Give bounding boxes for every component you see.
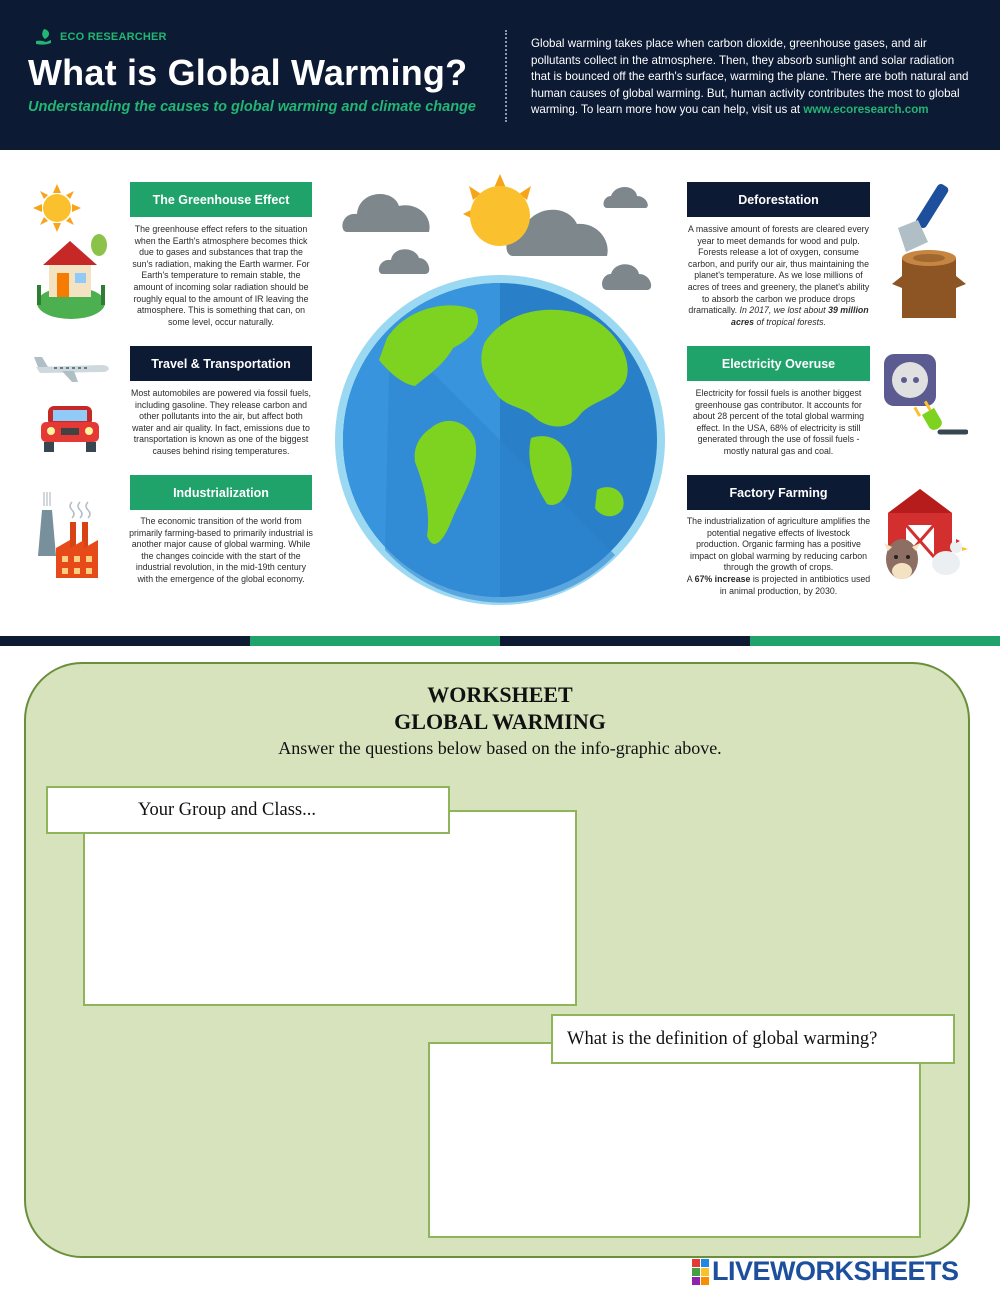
intro-text: Global warming takes place when carbon dioxide, greenhouse gases, and air pollutants collect in the atmosphere. Then, they absorb sunlight and solar radiation that is bounced off the earth's surface, warming the plane. There are both natural and human causes of global warming. But, human activity contributes the most to global warming. To learn more how you can help, visit us at: [531, 37, 969, 117]
cloud-icon: [342, 194, 429, 232]
farming-text: [684, 516, 873, 597]
power-plug-icon: [882, 350, 968, 440]
intro-paragraph: [531, 36, 976, 119]
deforestation-body: A massive amount of forests are cleared every year to meet demands for wood and pulp. Forests release a lot of oxygen, consume carbon, and purify our air, thus maintaining the planet's temperature. As we lose millions of acres of trees and greenery, the planet's ability to absorb the carbon we produce drops dramatically.: [687, 224, 870, 316]
definition-answer-box[interactable]: [428, 1042, 921, 1238]
worksheet-instruction: Answer the questions below based on the info-graphic above.: [278, 738, 722, 758]
cloud-icon: [379, 249, 429, 274]
intro-url-link[interactable]: www.ecoresearch.com: [803, 103, 929, 117]
worksheet-subtitle: GLOBAL WARMING: [394, 709, 606, 734]
deforestation-title: Deforestation: [687, 182, 870, 217]
factory-icon: [34, 490, 114, 580]
sun-icon: [32, 183, 82, 233]
farming-stat-lead: A: [686, 573, 693, 584]
cloud-icon: [604, 187, 648, 208]
deforestation-text: [686, 224, 871, 328]
airplane-icon: [32, 355, 112, 383]
definition-question-label: What is the definition of global warming?: [551, 1014, 955, 1064]
industrialization-title: Industrialization: [130, 475, 312, 510]
farming-body: The industrialization of agriculture amplifies the potential negative effects of livestock production. Organic farming has a positive impact on global warming by reducing carbon through the growth of crops.: [686, 516, 871, 573]
section-divider-stripe: [0, 636, 1000, 646]
eco-house-icon: [35, 233, 113, 321]
greenhouse-title: The Greenhouse Effect: [130, 182, 312, 217]
travel-title: Travel & Transportation: [130, 346, 312, 381]
earth-globe-illustration: [335, 170, 665, 610]
axe-stump-icon: [888, 180, 968, 322]
travel-text: Most automobiles are powered via fossil fuels, including gasoline. They release carbon and other pollutants into the air, but affect both water and air quality. In fact, emissions due to transportation is known as one of the biggest causes behind rising temperatures.: [131, 388, 311, 456]
farming-title: Factory Farming: [687, 475, 870, 510]
deforestation-stat: 39 million acres: [731, 305, 869, 327]
electricity-title: Electricity Overuse: [687, 346, 870, 381]
page-subtitle: Understanding the causes to global warming and climate change: [28, 99, 476, 115]
greenhouse-text: The greenhouse effect refers to the situation when the Earth's atmosphere becomes thick due to gases and substances that trap the sun's radiation, making the Earth warmer. For Earth's temperature to remain stable, the amount of incoming solar radiation should be roughly equal to the amount of IR leaving the atmosphere. This is something that can, on some level, occur naturally.: [132, 224, 310, 327]
industrialization-text: The economic transition of the world from primarily farming-based to primarily industrial is another major cause of global warming. While the changes coincide with the start of the industrial revolution, in the mid-19th century with the emergence of the global economy.: [129, 516, 313, 584]
cloud-icon: [602, 264, 651, 290]
page-title: What is Global Warming?: [28, 52, 468, 93]
electricity-text: Electricity for fossil fuels is another biggest greenhouse gas contributor. It accounts for about 28 percent of the total global warming effect. In the USA, 68% of electricity is still generated through the use of fossil fuels - mostly natural gas and coal.: [692, 388, 865, 456]
farming-stat-tail: is projected in antibiotics used in animal production, by 2030.: [719, 573, 871, 596]
brand-name: ECO RESEARCHER: [60, 31, 167, 43]
logo-text: LIVEWORKSHEETS: [712, 1256, 959, 1286]
liveworksheets-logo: [692, 1256, 959, 1287]
deforestation-stat-lead: In 2017, we lost about: [739, 305, 826, 316]
worksheet-title: WORKSHEET: [427, 682, 573, 707]
brand: [34, 27, 167, 47]
group-class-answer-box[interactable]: [83, 810, 577, 1006]
group-class-label: Your Group and Class...: [46, 786, 450, 834]
deforestation-stat-tail: of tropical forests.: [756, 316, 826, 327]
header-banner: [0, 0, 1000, 150]
barn-cow-chicken-icon: [880, 485, 970, 585]
header-divider: [505, 30, 507, 122]
logo-tiles-icon: [692, 1259, 709, 1285]
leaf-hand-icon: [34, 27, 54, 47]
car-icon: [38, 400, 102, 454]
farming-stat: 67% increase: [694, 573, 751, 584]
